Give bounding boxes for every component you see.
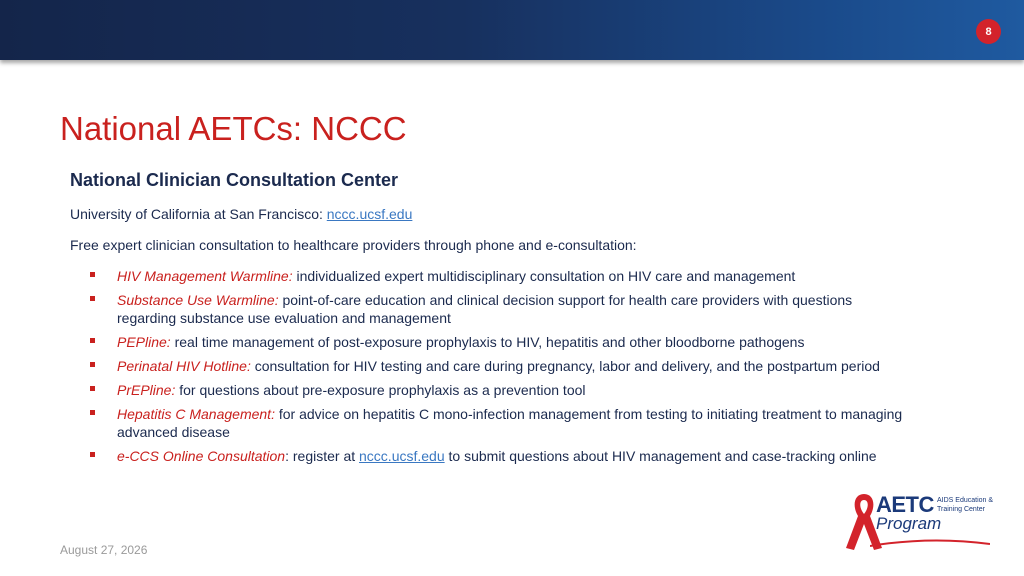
logo-program-text: Program — [876, 514, 942, 533]
service-description: individualized expert multidisciplinary consultation on HIV care and management — [292, 268, 796, 284]
service-term: Perinatal HIV Hotline: — [117, 358, 251, 374]
service-term: Substance Use Warmline: — [117, 292, 279, 308]
footer-date: August 27, 2026 — [60, 543, 148, 557]
list-item — [70, 381, 910, 399]
university-text: University of California at San Francisco: — [70, 206, 327, 222]
logo-tagline: AIDS Education & Training Center — [937, 497, 994, 513]
service-description: for advice on hepatitis C mono-infection management from testing to initiating treatment to managing advanced disease — [117, 406, 903, 440]
bullet-square-icon — [90, 296, 95, 301]
service-description-after-link: to submit questions about HIV management and case-tracking online — [444, 448, 877, 464]
service-term: HIV Management Warmline: — [117, 268, 293, 284]
list-item — [70, 405, 910, 441]
header-bar — [0, 0, 1024, 60]
bullet-square-icon — [90, 452, 95, 457]
service-term: Hepatitis C Management: — [117, 406, 275, 422]
bullet-square-icon — [90, 338, 95, 343]
nccc-link[interactable]: nccc.ucsf.edu — [326, 206, 413, 222]
red-swoosh-icon — [870, 538, 990, 548]
bullet-square-icon — [90, 272, 95, 277]
list-item — [70, 333, 910, 351]
service-description: point-of-care education and clinical decision support for health care providers with questions regarding substance use evaluation and management — [117, 292, 853, 326]
service-term: PrEPline: — [117, 382, 176, 398]
list-item — [70, 267, 910, 285]
service-description: consultation for HIV testing and care during pregnancy, labor and delivery, and the postpartum period — [250, 358, 880, 374]
slide-content — [70, 170, 910, 471]
slide-title: National AETCs: NCCC — [60, 110, 407, 147]
list-item — [70, 291, 910, 327]
service-description: for questions about pre-exposure prophylaxis as a prevention tool — [175, 382, 586, 398]
service-description-before-link: : register at — [285, 448, 360, 464]
bullet-square-icon — [90, 362, 95, 367]
logo-brand-text: AETC — [876, 492, 934, 517]
list-item — [70, 447, 910, 465]
intro-text: Free expert clinician consultation to healthcare providers through phone and e-consultation: — [70, 237, 637, 253]
service-list — [70, 267, 910, 465]
bullet-square-icon — [90, 386, 95, 391]
bullet-square-icon — [90, 410, 95, 415]
service-description: real time management of post-exposure prophylaxis to HIV, hepatitis and other bloodborne pathogens — [170, 334, 805, 350]
aetc-program-logo — [844, 490, 994, 552]
list-item — [70, 357, 910, 375]
service-term: PEPline: — [117, 334, 171, 350]
university-line — [70, 205, 910, 223]
nccc-link-2[interactable]: nccc.ucsf.edu — [359, 448, 445, 464]
service-term: e-CCS Online Consultation — [117, 448, 286, 464]
subtitle: National Clinician Consultation Center — [70, 170, 399, 190]
page-number-badge: 8 — [976, 19, 1001, 44]
